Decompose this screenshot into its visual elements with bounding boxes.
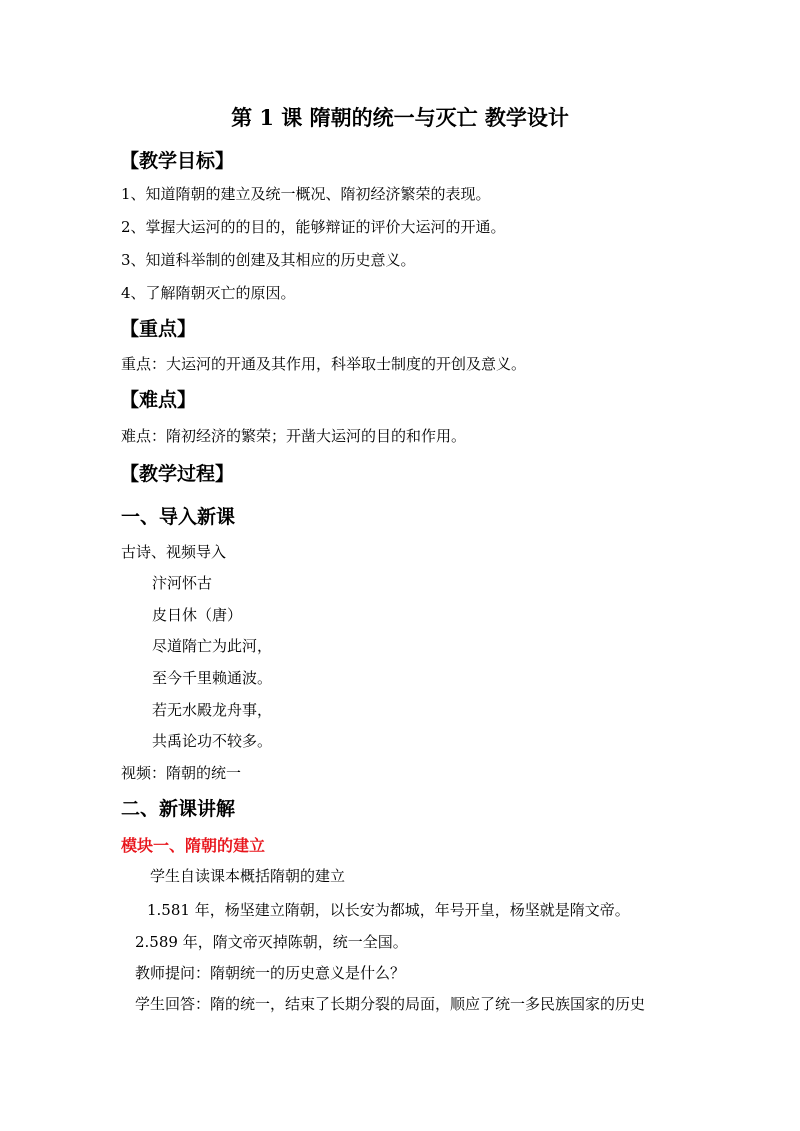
module-line: 学生回答：隋的统一，结束了长期分裂的局面，顺应了统一多民族国家的历史 <box>135 995 646 1013</box>
page-title: 第 1 课 隋朝的统一与灭亡 教学设计 <box>231 105 569 130</box>
poem-line: 至今千里赖通波。 <box>152 669 273 687</box>
poem-author: 皮日休（唐） <box>152 606 243 624</box>
poem-line: 共禹论功不较多。 <box>152 732 273 750</box>
section-heading-lesson: 二、新课讲解 <box>121 798 236 820</box>
objective-item: 2、掌握大运河的的目的，能够辩证的评价大运河的开通。 <box>121 218 506 236</box>
objective-item: 1、知道隋朝的建立及统一概况、隋初经济繁荣的表现。 <box>121 185 491 203</box>
poem-line: 尽道隋亡为此河， <box>152 637 273 655</box>
difficulty-text: 难点：隋初经济的繁荣；开凿大运河的目的和作用。 <box>121 427 467 445</box>
section-heading-intro: 一、导入新课 <box>121 506 236 528</box>
module-line: 教师提问：隋朝统一的历史意义是什么？ <box>135 964 406 982</box>
module-line: 学生自读课本概括隋朝的建立 <box>150 867 346 885</box>
difficulty-heading: 【难点】 <box>120 389 197 411</box>
objective-item: 4、了解隋朝灭亡的原因。 <box>121 284 296 302</box>
poem-title: 汴河怀古 <box>152 574 213 592</box>
video-line: 视频：隋朝的统一 <box>121 764 242 782</box>
module-line: 2.589 年，隋文帝灭掉陈朝，统一全国。 <box>135 933 408 951</box>
objective-item: 3、知道科举制的创建及其相应的历史意义。 <box>121 251 416 269</box>
module-line: 1.581 年，杨坚建立隋朝，以长安为都城，年号开皇，杨坚就是隋文帝。 <box>147 901 630 919</box>
intro-line: 古诗、视频导入 <box>121 543 227 561</box>
key-points-heading: 【重点】 <box>120 318 197 340</box>
objectives-heading: 【教学目标】 <box>120 150 235 172</box>
module-heading: 模块一、隋朝的建立 <box>121 836 266 855</box>
poem-line: 若无水殿龙舟事， <box>152 701 273 719</box>
key-points-text: 重点：大运河的开通及其作用，科举取士制度的开创及意义。 <box>121 355 527 373</box>
process-heading: 【教学过程】 <box>120 463 235 485</box>
